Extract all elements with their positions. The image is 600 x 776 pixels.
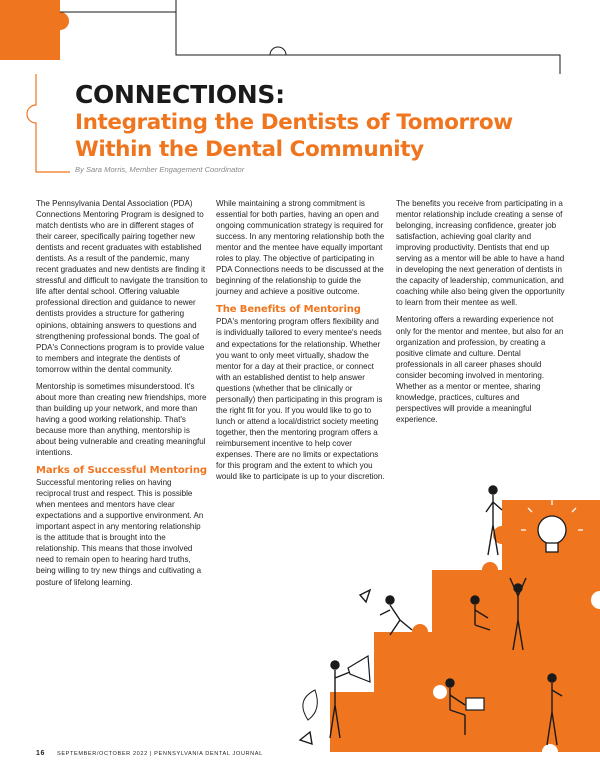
subtitle-line-1: Integrating the Dentists of Tomorrow — [75, 110, 513, 135]
paragraph: The Pennsylvania Dental Association (PDA) Connections Mentoring Program is designed to match dentists who are in different stages of their career, specifically pairing together new dentists and recent graduates with established dentists. As a result of the pandemic, many recent graduates and new dentists are finding it stressful and difficult to navigate the transition to life after dental school. Offering valuable professional direction and guidance to newer dentists provides a structure for gathering opinions, obtaining answers to questions and strengthening professional bonds. The goal of PDA's Connections program is to provide value to members and integrate the dentists of tomorrow within the dental community. — [36, 199, 208, 374]
title-block — [75, 80, 575, 174]
column-3 — [396, 198, 566, 431]
page-footer — [36, 750, 263, 757]
paragraph: Mentorship is sometimes misunderstood. It's about more than creating new friendships, more than building up your network, and more than having a good working relationship. That's because more than anything, mentorship is about being vulnerable and creating meaningful intentions. — [36, 381, 207, 458]
paragraph: Mentoring offers a rewarding experience not only for the mentor and mentee, but also for an organization and profession, by creating a positive climate and culture. Dental professionals in all career phases should consider becoming involved in mentoring. Whether as a mentor or mentee, sharing knowledge, practices, cultures and perspectives will provide a meaningful experience. — [396, 315, 564, 424]
section-heading: Marks of Successful Mentoring — [36, 465, 207, 477]
column-1 — [36, 198, 208, 594]
page-title: CONNECTIONS: — [75, 80, 285, 109]
laptop-icon — [466, 698, 484, 710]
footer-text: SEPTEMBER/OCTOBER 2022 | PENNSYLVANIA DENTAL JOURNAL — [57, 751, 263, 757]
megaphone-icon — [348, 656, 370, 682]
subtitle-line-2: Within the Dental Community — [75, 137, 424, 162]
section-heading: The Benefits of Mentoring — [216, 304, 361, 316]
column-2 — [216, 198, 386, 488]
paragraph: PDA's mentoring program offers flexibility and is individually tailored to every mentee's needs and expectations for the relationship. Whether you want to only meet virtually, shadow the mentor for a day at their practice, or connect with an established dentist to help answer questions (whether that be clinically or personally) then participating in this program is the right fit for you. If you would like to go to lunch or attend a local/district society meeting together, then the mentoring program offers a reimbursement incentive to help cover expenses. There are no limits or expectations for this program and the extent to which you would like to participate is up to your discretion. — [216, 317, 385, 482]
paragraph: Successful mentoring relies on having reciprocal trust and respect. This is possible when mentees and mentors have clear expectations and a supportive environment. An important aspect in any mentoring relationship is the attitude that is brought into the relationship. This means that those involved need to remain open to hearing hard truths, being willing to try new things and cultivating a posture of lifelong learning. — [36, 478, 204, 587]
puzzle-illustration — [290, 460, 600, 760]
byline: By Sara Morris, Member Engagement Coordinator — [75, 165, 245, 174]
page-number: 16 — [36, 750, 45, 757]
paragraph: The benefits you receive from participating in a mentor relationship include creating a sense of belonging, increasing confidence, greater job satisfaction, achieving goal clarity and improving productivity. Dentists that end up serving as a mentor will be able to have a hand in developing the next generation of dentists in the capacity of leadership, communication, and coaching while also being given the opportunity to learn from their mentee as well. — [396, 199, 565, 308]
paragraph: While maintaining a strong commitment is essential for both parties, having an open and ongoing communication strategy is required for success. In any mentoring relationship both the mentor and the mentee have equally important roles to play. The objective of participating in PDA Connections needs to be discussed at the beginning of the relationship to guide the journey and achieve a positive outcome. — [216, 199, 385, 297]
